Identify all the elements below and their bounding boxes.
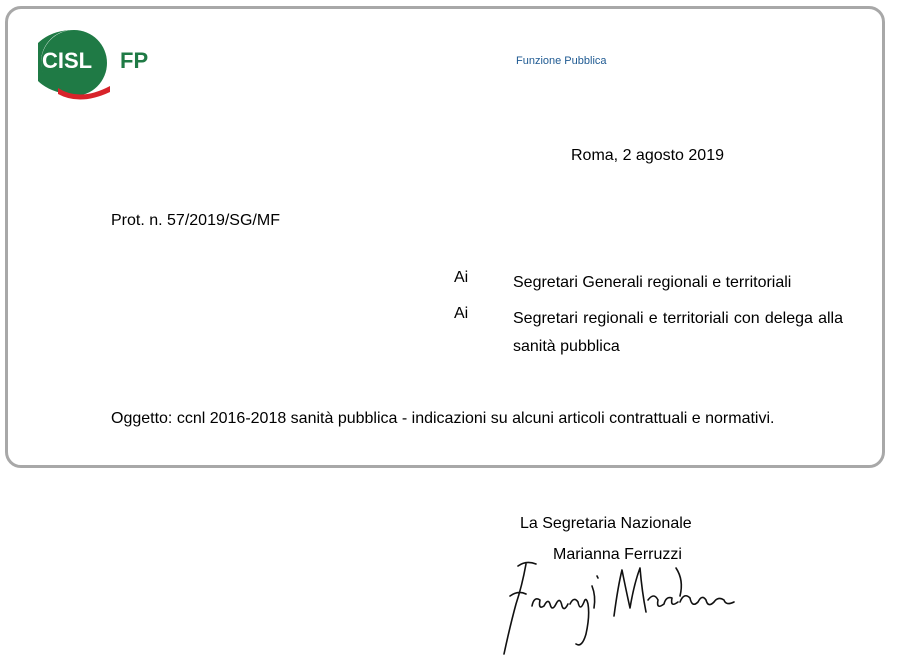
recipient-prefix: Ai xyxy=(454,305,469,322)
svg-text:CISL: CISL xyxy=(42,48,93,73)
handwritten-signature xyxy=(496,556,740,660)
letter-subject: Oggetto: ccnl 2016-2018 sanità pubblica - indicazioni su alcuni articoli contrattuali e normativi. xyxy=(111,410,775,427)
svg-text:FP: FP xyxy=(120,48,149,73)
letter-date: Roma, 2 agosto 2019 xyxy=(571,147,724,164)
signatory-role: La Segretaria Nazionale xyxy=(520,515,692,532)
recipient-text: Segretari regionali e territoriali con delega alla sanità pubblica xyxy=(513,310,843,355)
protocol-number: Prot. n. 57/2019/SG/MF xyxy=(111,212,280,229)
signatory-name: Marianna Ferruzzi xyxy=(553,546,682,563)
recipient-prefix: Ai xyxy=(454,269,469,286)
recipient-text: Segretari Generali regionali e territoriali xyxy=(513,274,792,291)
organization-tagline: Funzione Pubblica xyxy=(516,55,607,67)
cisl-fp-logo xyxy=(38,26,154,104)
